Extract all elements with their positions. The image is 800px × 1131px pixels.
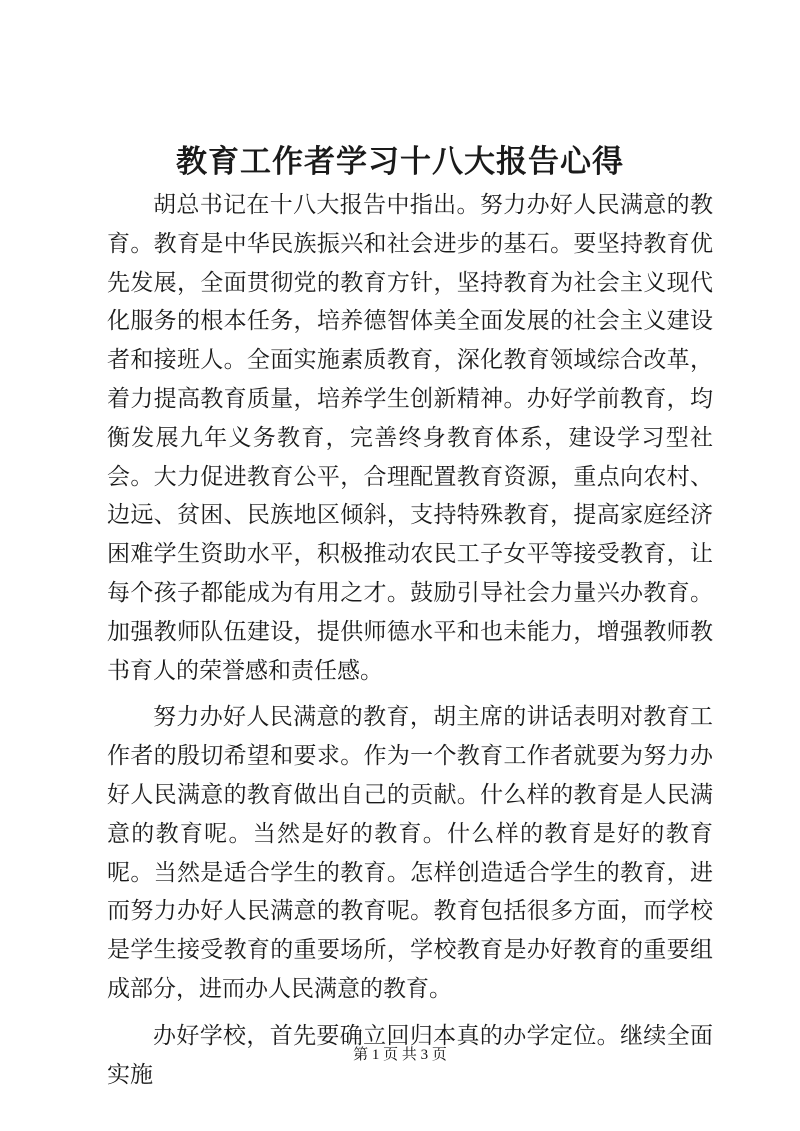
document-title: 教育工作者学习十八大报告心得 <box>176 144 624 180</box>
paragraph-3: 办好学校，首先要确立回归本真的办学定位。继续全面实施 <box>107 1022 713 1088</box>
paragraph-1: 胡总书记在十八大报告中指出。努力办好人民满意的教育。教育是中华民族振兴和社会进步的基石。要坚持教育优先发展，全面贯彻党的教育方针，坚持教育为社会主义现代化服务的根本任务，培养德智体美全面发展的社会主义建设者和接班人。全面实施素质教育，深化教育领域综合改革，着力提高教育质量，培养学生创新精神。办好学前教育，均衡发展九年义务教育，完善终身教育体系，建设学习型社会。大力促进教育公平，合理配置教育资源，重点向农村、边远、贫困、民族地区倾斜，支持特殊教育，提高家庭经济困难学生资助水平，积极推动农民工子女平等接受教育，让每个孩子都能成为有用之才。鼓励引导社会力量兴办教育。加强教师队伍建设，提供师德水平和也未能力，增强教师教书育人的荣誉感和责任感。 <box>107 192 713 684</box>
paragraph-2: 努力办好人民满意的教育，胡主席的讲话表明对教育工作者的殷切希望和要求。作为一个教育工作者就要为努力办好人民满意的教育做出自己的贡献。什么样的教育是人民满意的教育呢。当然是好的教育。什么样的教育是好的教育呢。当然是适合学生的教育。怎样创造适合学生的教育，进而努力办好人民满意的教育呢。教育包括很多方面，而学校是学生接受教育的重要场所，学校教育是办好教育的重要组成部分，进而办人民满意的教育。 <box>107 704 713 1002</box>
document-body <box>107 186 713 1102</box>
page-footer: 第 1 页 共 3 页 <box>353 1047 447 1063</box>
